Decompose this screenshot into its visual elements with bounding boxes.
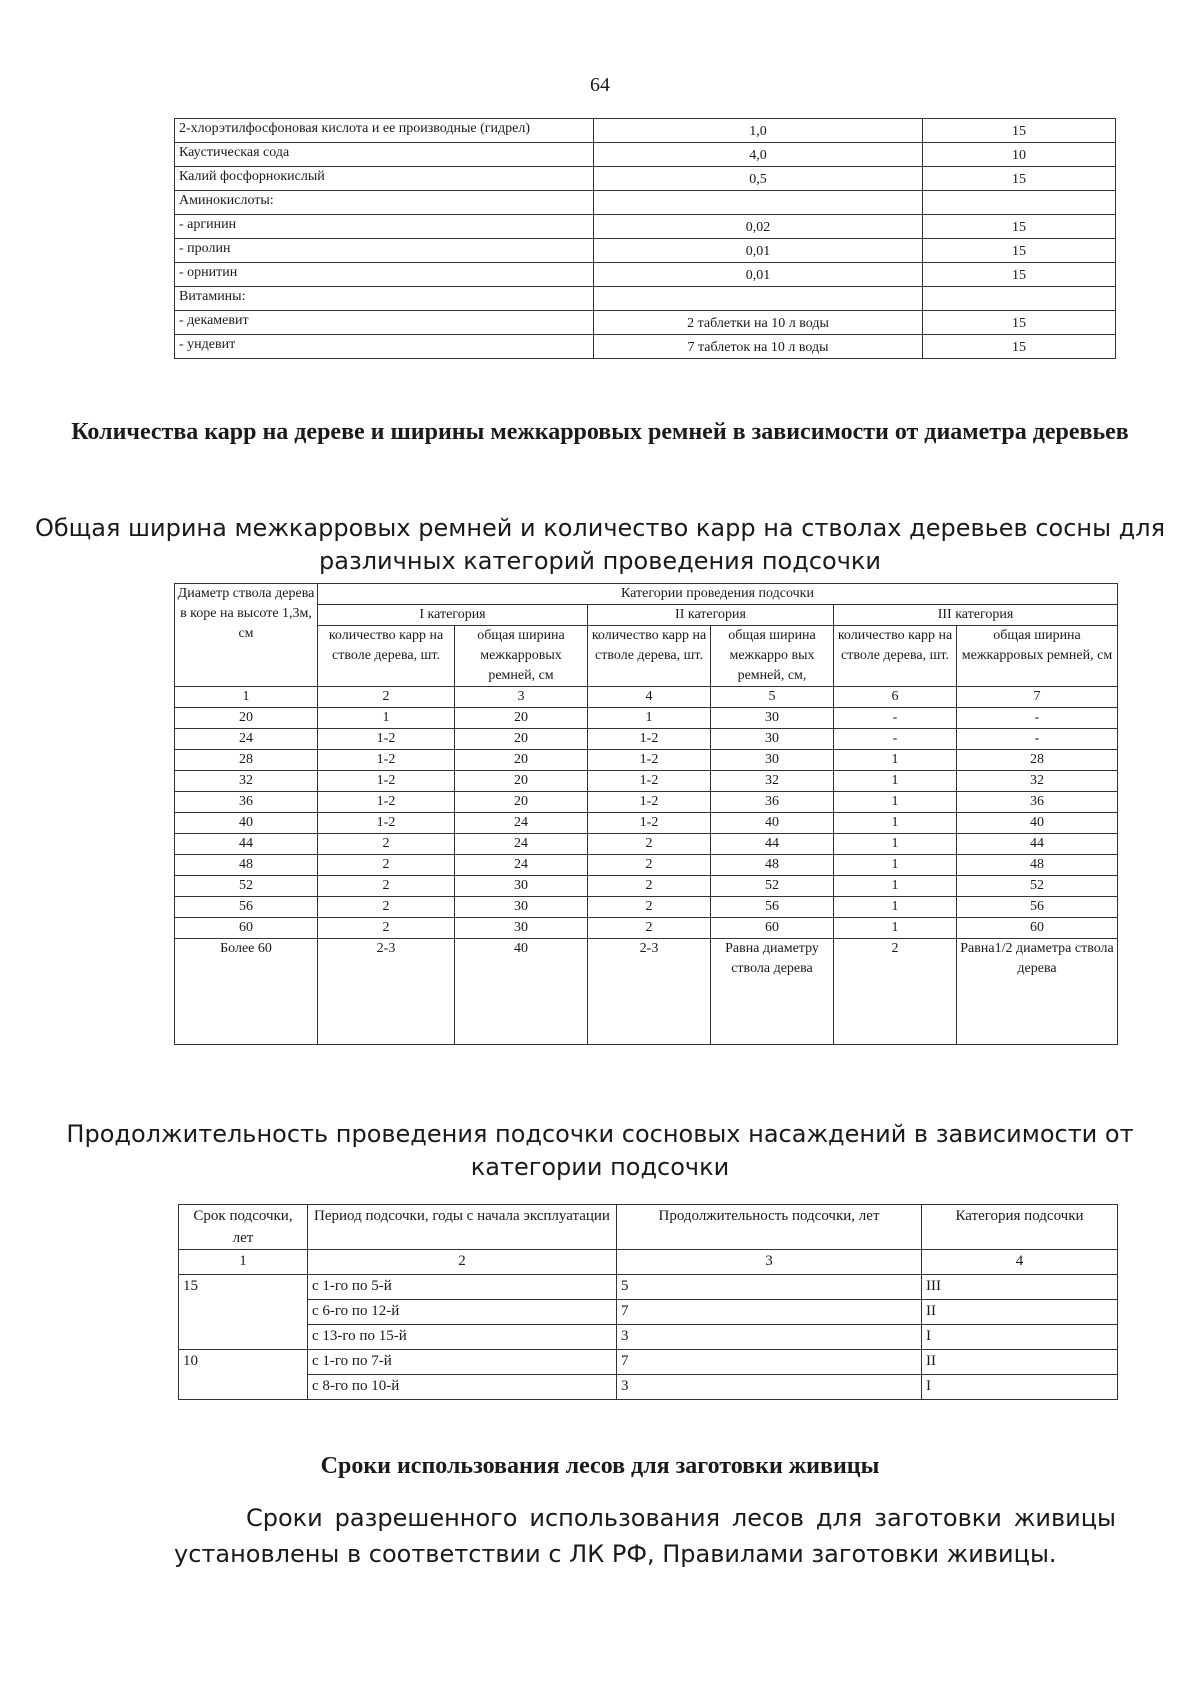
table-cell: 2 — [318, 897, 455, 918]
table-cell: 20 — [455, 792, 588, 813]
table-cell: 2-хлорэтилфосфоновая кислота и ее производные (гидрел) — [175, 119, 594, 143]
table-cell: 1-2 — [588, 750, 711, 771]
reagents-table — [174, 118, 1116, 359]
table-cell: 60 — [957, 918, 1118, 939]
table-cell: 2 — [318, 876, 455, 897]
table-cell — [594, 287, 923, 311]
table-row — [175, 311, 1116, 335]
table-cell: 52 — [957, 876, 1118, 897]
table-row — [179, 1350, 1118, 1375]
table-row — [175, 834, 1118, 855]
table-cell: 24 — [455, 855, 588, 876]
table-cell: 60 — [711, 918, 834, 939]
table-row — [175, 239, 1116, 263]
table-cell: 2 — [588, 897, 711, 918]
table-cell: - орнитин — [175, 263, 594, 287]
table-cell: 4,0 — [594, 143, 923, 167]
table-cell: Более 60 — [175, 939, 318, 1045]
table-cell: 1 — [175, 687, 318, 708]
table-row — [175, 771, 1118, 792]
table-cell: 48 — [175, 855, 318, 876]
table-cell: 7 — [617, 1350, 922, 1375]
table-cell: Равна диаметру ствола дерева — [711, 939, 834, 1045]
table-cell: 1 — [834, 813, 957, 834]
table-row — [175, 143, 1116, 167]
table-row — [175, 939, 1118, 1045]
table-cell: 1-2 — [318, 771, 455, 792]
table-row — [175, 215, 1116, 239]
header-cell: III категория — [834, 605, 1118, 626]
table-row — [175, 876, 1118, 897]
table-cell: 7 — [957, 687, 1118, 708]
table-row — [175, 687, 1118, 708]
table-cell: с 13-го по 15-й — [308, 1325, 617, 1350]
table-title: Продолжительность проведения подсочки сосновых насаждений в зависимости от категории подсочки — [66, 1120, 1134, 1181]
table-cell: III — [922, 1275, 1118, 1300]
table-cell: 1 — [318, 708, 455, 729]
table-cell: 15 — [923, 119, 1116, 143]
table-cell: 36 — [175, 792, 318, 813]
table-cell: 1 — [834, 771, 957, 792]
table-cell: 2 таблетки на 10 л воды — [594, 311, 923, 335]
table-cell: 1 — [834, 876, 957, 897]
header-cell: количество карр на стволе дерева, шт. — [588, 626, 711, 687]
table-cell: - пролин — [175, 239, 594, 263]
table-cell: 24 — [455, 834, 588, 855]
table-row — [175, 897, 1118, 918]
table-cell: 40 — [711, 813, 834, 834]
table-cell: 40 — [455, 939, 588, 1045]
table-cell: 2 — [588, 876, 711, 897]
table-row — [175, 287, 1116, 311]
header-cell: общая ширина межкарровых ремней, см — [957, 626, 1118, 687]
table-cell: 4 — [922, 1250, 1118, 1275]
table-cell: 15 — [923, 335, 1116, 359]
table-cell: 3 — [455, 687, 588, 708]
header-cell: II категория — [588, 605, 834, 626]
table-cell: 48 — [957, 855, 1118, 876]
table-cell: - — [834, 729, 957, 750]
table-cell: 1 — [834, 918, 957, 939]
header-cell: Период подсочки, годы с начала эксплуатации — [308, 1205, 617, 1250]
table-cell: - — [834, 708, 957, 729]
table-cell: 3 — [617, 1375, 922, 1400]
table-row — [175, 191, 1116, 215]
table-cell — [923, 287, 1116, 311]
table-cell: 40 — [957, 813, 1118, 834]
table-cell: - аргинин — [175, 215, 594, 239]
table-cell: 7 — [617, 1300, 922, 1325]
table-cell: 1 — [834, 792, 957, 813]
header-cell: Диаметр ствола дерева в коре на высоте 1,3м, см — [175, 584, 318, 687]
table-header-row — [175, 584, 1118, 605]
page-number: 64 — [590, 74, 610, 96]
table-cell: - — [957, 729, 1118, 750]
table-row — [175, 918, 1118, 939]
table-cell: 36 — [711, 792, 834, 813]
header-cell: количество карр на стволе дерева, шт. — [318, 626, 455, 687]
tapping-duration-table — [178, 1204, 1118, 1400]
table-cell — [923, 191, 1116, 215]
table-cell: 3 — [617, 1250, 922, 1275]
table-cell: 2 — [308, 1250, 617, 1275]
table-cell: II — [922, 1350, 1118, 1375]
table-cell: 10 — [179, 1350, 308, 1400]
table-cell: 32 — [711, 771, 834, 792]
table-cell: 56 — [711, 897, 834, 918]
table-cell: 1-2 — [588, 771, 711, 792]
table-cell: с 1-го по 7-й — [308, 1350, 617, 1375]
table-title: Общая ширина межкарровых ремней и количество карр на стволах деревьев сосны для различных категорий проведения подсочки — [34, 514, 1166, 575]
table-cell: 6 — [834, 687, 957, 708]
table-row — [175, 167, 1116, 191]
table-cell: с 6-го по 12-й — [308, 1300, 617, 1325]
table-cell: 1-2 — [318, 750, 455, 771]
table-cell: 24 — [455, 813, 588, 834]
table-cell: 40 — [175, 813, 318, 834]
table-row — [179, 1300, 1118, 1325]
table-cell: 28 — [175, 750, 318, 771]
table-cell: 44 — [957, 834, 1118, 855]
table-row — [179, 1250, 1118, 1275]
table-cell: 1 — [834, 855, 957, 876]
table-cell: 1-2 — [588, 729, 711, 750]
header-cell: Категория подсочки — [922, 1205, 1118, 1250]
header-cell: Срок подсочки, лет — [179, 1205, 308, 1250]
header-cell: количество карр на стволе дерева, шт. — [834, 626, 957, 687]
table-cell: 30 — [455, 918, 588, 939]
header-cell: общая ширина межкарро вых ремней, см, — [711, 626, 834, 687]
table-cell: 1-2 — [318, 729, 455, 750]
header-cell: Категории проведения подсочки — [318, 584, 1118, 605]
table-cell: 56 — [957, 897, 1118, 918]
section-heading: Сроки использования лесов для заготовки живицы — [320, 1453, 880, 1479]
table-cell: 44 — [175, 834, 318, 855]
table-cell: Каустическая сода — [175, 143, 594, 167]
table-cell: 1 — [588, 708, 711, 729]
table-cell: 20 — [175, 708, 318, 729]
section-heading: Количества карр на дереве и ширины межкарровых ремней в зависимости от диаметра деревьев — [71, 419, 1129, 445]
table-cell: 24 — [175, 729, 318, 750]
table-cell: 1,0 — [594, 119, 923, 143]
table-cell: I — [922, 1325, 1118, 1350]
table-row — [175, 335, 1116, 359]
table-cell: 15 — [923, 239, 1116, 263]
table-cell: Калий фосфорнокислый — [175, 167, 594, 191]
table-cell: 1-2 — [318, 813, 455, 834]
table-cell: 0,01 — [594, 263, 923, 287]
table-cell: 1-2 — [318, 792, 455, 813]
tapping-categories-table — [174, 583, 1118, 1045]
table-cell: 10 — [923, 143, 1116, 167]
table-cell: 20 — [455, 771, 588, 792]
table-cell: 32 — [957, 771, 1118, 792]
table-cell: 1 — [834, 750, 957, 771]
table-cell: 5 — [617, 1275, 922, 1300]
table-cell: 30 — [711, 729, 834, 750]
table-cell: - декамевит — [175, 311, 594, 335]
table-cell: 4 — [588, 687, 711, 708]
table-row — [175, 813, 1118, 834]
table-row — [175, 119, 1116, 143]
table-cell: 15 — [923, 311, 1116, 335]
table-cell — [594, 191, 923, 215]
header-cell: Продолжительность подсочки, лет — [617, 1205, 922, 1250]
table-cell: 1 — [834, 897, 957, 918]
table-cell: 1 — [179, 1250, 308, 1275]
table-cell: 15 — [179, 1275, 308, 1350]
table-header-row — [179, 1205, 1118, 1250]
table-cell: 2 — [588, 918, 711, 939]
body-paragraph: Сроки разрешенного использования лесов для заготовки живицы установлены в соответствии с ЛК РФ, Правилами заготовки живицы. — [174, 1504, 1116, 1568]
table-cell: - ундевит — [175, 335, 594, 359]
table-cell: 3 — [617, 1325, 922, 1350]
table-cell: 32 — [175, 771, 318, 792]
table-row — [179, 1325, 1118, 1350]
table-cell: 15 — [923, 215, 1116, 239]
table-cell: 30 — [711, 708, 834, 729]
table-cell: 2-3 — [318, 939, 455, 1045]
table-cell: 52 — [711, 876, 834, 897]
table-cell: 15 — [923, 263, 1116, 287]
table-cell: 0,02 — [594, 215, 923, 239]
table-cell: 30 — [455, 876, 588, 897]
table-row — [179, 1275, 1118, 1300]
table-cell: 44 — [711, 834, 834, 855]
table-cell: Витамины: — [175, 287, 594, 311]
table-row — [179, 1375, 1118, 1400]
table-cell: 20 — [455, 708, 588, 729]
table-row — [175, 263, 1116, 287]
table-cell: Равна1/2 диаметра ствола дерева — [957, 939, 1118, 1045]
table-cell: 2 — [318, 834, 455, 855]
table-row — [175, 729, 1118, 750]
table-cell: 2 — [588, 834, 711, 855]
table-cell: - — [957, 708, 1118, 729]
table-cell: 30 — [455, 897, 588, 918]
table-cell: 7 таблеток на 10 л воды — [594, 335, 923, 359]
table-cell: 36 — [957, 792, 1118, 813]
table-cell: 20 — [455, 729, 588, 750]
table-cell: 2 — [834, 939, 957, 1045]
table-cell: 52 — [175, 876, 318, 897]
table-cell: 1-2 — [588, 813, 711, 834]
table-cell: I — [922, 1375, 1118, 1400]
table-cell: 15 — [923, 167, 1116, 191]
table-cell: 1 — [834, 834, 957, 855]
table-cell: 2 — [318, 687, 455, 708]
table-cell: 56 — [175, 897, 318, 918]
table-cell: с 1-го по 5-й — [308, 1275, 617, 1300]
table-cell: 0,5 — [594, 167, 923, 191]
table-cell: 5 — [711, 687, 834, 708]
table-row — [175, 708, 1118, 729]
table-cell: 60 — [175, 918, 318, 939]
table-row — [175, 792, 1118, 813]
table-cell: 0,01 — [594, 239, 923, 263]
table-cell: с 8-го по 10-й — [308, 1375, 617, 1400]
table-cell: 28 — [957, 750, 1118, 771]
table-cell: 2 — [318, 855, 455, 876]
table-cell: 48 — [711, 855, 834, 876]
table-cell: 30 — [711, 750, 834, 771]
header-cell: I категория — [318, 605, 588, 626]
table-cell: 2 — [588, 855, 711, 876]
table-row — [175, 855, 1118, 876]
table-row — [175, 750, 1118, 771]
table-cell: 20 — [455, 750, 588, 771]
table-cell: 1-2 — [588, 792, 711, 813]
table-cell: 2 — [318, 918, 455, 939]
header-cell: общая ширина межкарровых ремней, см — [455, 626, 588, 687]
table-cell: 2-3 — [588, 939, 711, 1045]
table-cell: II — [922, 1300, 1118, 1325]
table-cell: Аминокислоты: — [175, 191, 594, 215]
